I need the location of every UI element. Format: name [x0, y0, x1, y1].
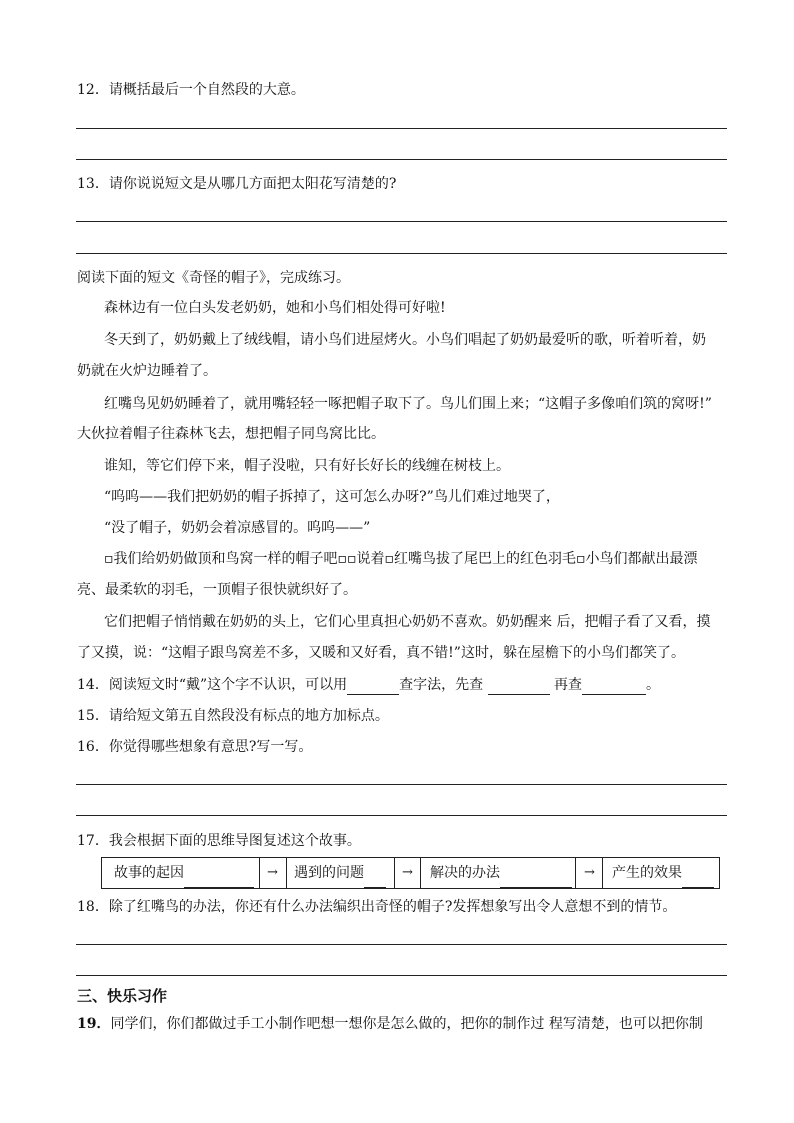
mind-map-cell-label: 产生的效果	[612, 865, 682, 881]
story-paragraph: 森林边有一位白头发老奶奶，她和小鸟们相处得可好啦!	[104, 300, 446, 316]
divider	[575, 858, 576, 888]
arrow-right-icon: →	[402, 865, 413, 880]
answer-line[interactable]	[76, 221, 727, 222]
story-paragraph-cont: 了又摸，说：“这帽子跟鸟窝差不多，又暖和又好看，真不错!”这时，躲在屋檐下的小鸟们都笑了。	[77, 645, 685, 661]
story-paragraph: ▫我们给奶奶做顶和鸟窝一样的帽子吧▫▫说着▫红嘴鸟拔了尾巴上的红色羽毛▫小鸟们都献出最漂	[104, 551, 698, 567]
mind-map-cell-label: 遇到的问题	[294, 865, 364, 881]
blank-field[interactable]	[488, 678, 550, 695]
section-heading: 三、快乐习作	[77, 987, 168, 1005]
blank-field[interactable]	[500, 867, 572, 888]
blank-field[interactable]	[184, 867, 254, 888]
mind-map-cell[interactable]	[294, 858, 386, 888]
question-15: 15．请给短文第五自然段没有标点的地方加标点。	[77, 708, 389, 724]
question-14	[77, 675, 660, 695]
mind-map-cell-label: 解决的办法	[430, 865, 500, 881]
mind-map	[101, 857, 720, 889]
answer-line[interactable]	[76, 159, 727, 160]
story-paragraph: 冬天到了，奶奶戴上了绒线帽，请小鸟们进屋烤火。小鸟们唱起了奶奶最爱听的歌，听着听着，奶	[104, 332, 706, 348]
question-19	[77, 1014, 703, 1034]
question-14-part2: 查字法，先查	[399, 677, 484, 693]
answer-line[interactable]	[76, 128, 727, 129]
story-paragraph: 谁知，等它们停下来，帽子没啦，只有好长好长的线缠在树枝上。	[104, 458, 510, 474]
question-12: 12．请概括最后一个自然段的大意。	[77, 82, 305, 98]
divider	[259, 858, 260, 888]
answer-line[interactable]	[76, 975, 727, 976]
question-17: 17．我会根据下面的思维导图复述这个故事。	[77, 833, 361, 849]
mind-map-cell[interactable]	[430, 858, 572, 888]
reading-intro: 阅读下面的短文《奇怪的帽子》，完成练习。	[77, 270, 350, 286]
question-13: 13．请你说说短文是从哪几方面把太阳花写清楚的?	[77, 176, 397, 192]
divider	[394, 858, 395, 888]
question-16: 16．你觉得哪些想象有意思?写一写。	[77, 739, 313, 755]
story-paragraph-cont: 大伙拉着帽子往森林飞去，想把帽子同鸟窝比比。	[77, 426, 385, 442]
divider	[286, 858, 287, 888]
arrow-right-icon: →	[584, 865, 595, 880]
answer-line[interactable]	[76, 815, 727, 816]
mind-map-cell-label: 故事的起因	[114, 865, 184, 881]
question-14-part4: 。	[646, 677, 661, 693]
mind-map-cell[interactable]	[612, 858, 714, 888]
story-paragraph: 红嘴鸟见奶奶睡着了，就用嘴轻轻一啄把帽子取下了。鸟儿们围上来；“这帽子多像咱们筑的窝呀!”	[104, 396, 712, 412]
story-paragraph: “呜呜——我们把奶奶的帽子拆掉了，这可怎么办呀?”鸟儿们难过地哭了，	[104, 489, 560, 505]
blank-field[interactable]	[364, 867, 386, 888]
question-14-part1: 14．阅读短文时“戴”这个字不认识，可以用	[77, 677, 348, 693]
blank-field[interactable]	[582, 678, 646, 695]
answer-line[interactable]	[76, 784, 727, 785]
divider	[602, 858, 603, 888]
question-14-part3: 再查	[554, 677, 583, 693]
question-18: 18．除了红嘴鸟的办法，你还有什么办法编织出奇怪的帽子?发挥想象写出令人意想不到的情节。	[77, 899, 677, 915]
story-paragraph-cont: 亮、最柔软的羽毛，一顶帽子很快就织好了。	[77, 582, 357, 598]
arrow-right-icon: →	[267, 865, 278, 880]
answer-line[interactable]	[76, 253, 727, 254]
answer-line[interactable]	[76, 944, 727, 945]
question-19-number: 19．	[77, 1016, 111, 1032]
mind-map-cell[interactable]	[114, 858, 254, 888]
divider	[420, 858, 421, 888]
blank-field[interactable]	[347, 678, 399, 695]
story-paragraph: “没了帽子，奶奶会着凉感冒的。呜呜——”	[104, 520, 371, 536]
story-paragraph-cont: 奶就在火炉边睡着了。	[77, 363, 217, 379]
blank-field[interactable]	[682, 867, 714, 888]
question-19-text: 同学们，你们都做过手工小制作吧想一想你是怎么做的，把你的制作过 程写清楚，也可以把你制	[110, 1016, 703, 1032]
story-paragraph: 它们把帽子悄悄戴在奶奶的头上，它们心里真担心奶奶不喜欢。奶奶醒来 后，把帽子看了又看，摸	[104, 614, 711, 630]
